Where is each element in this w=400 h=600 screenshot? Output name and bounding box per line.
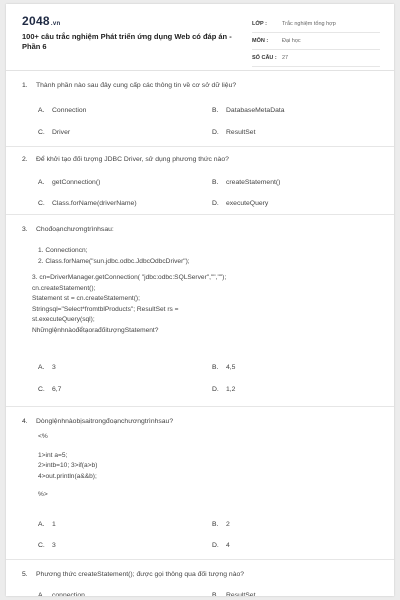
option-a[interactable]: A. getConnection() — [38, 179, 101, 186]
code-line: 1. Connectioncn; — [38, 247, 88, 254]
option-b[interactable]: B. ResultSet — [212, 592, 256, 596]
document-meta — [252, 16, 380, 67]
option-d[interactable]: D. ResultSet — [212, 129, 256, 136]
code-line: 1>int a=5; — [38, 451, 68, 459]
code-line: st.executeQuery(sql); — [32, 316, 95, 323]
code-spacer — [38, 443, 97, 451]
question-text: 2. Để khởi tạo đối tượng JDBC Driver, sử dụng phương thức nào? — [22, 156, 229, 163]
question-text: 1. Thành phần nào sau đây cung cấp các thông tin về cơ sở dữ liệu? — [22, 82, 237, 89]
option-c[interactable]: C. 3 — [38, 542, 56, 549]
code-line: 4>out.println(a&&b); — [38, 472, 97, 480]
option-d[interactable]: D. 4 — [212, 542, 230, 549]
meta-subject-label: MÔN : — [252, 38, 269, 44]
meta-count-label: SỐ CÂU : — [252, 55, 277, 61]
code-snippet — [38, 432, 97, 501]
option-b[interactable]: B. 4,5 — [212, 364, 236, 371]
question-2 — [6, 146, 394, 215]
meta-subject-row — [252, 33, 380, 50]
question-text: 4. Dònglệnhnàobịsaitrongđoạnchươngtrìnhsau? — [22, 418, 174, 425]
question-text: 3. Chođoạnchươngtrìnhsau: — [22, 226, 114, 233]
meta-class-label: LỚP : — [252, 21, 267, 27]
code-line: %> — [38, 491, 48, 498]
option-b[interactable]: B. createStatement() — [212, 179, 281, 186]
question-text: 5. Phương thức createStatement(); được gọi thông qua đối tượng nào? — [22, 571, 245, 578]
option-d[interactable]: D. executeQuery — [212, 200, 269, 207]
option-a[interactable]: A. Connection — [38, 107, 87, 114]
code-line: <% — [38, 433, 48, 440]
option-c[interactable]: C. Driver — [38, 129, 71, 136]
code-snippet — [32, 246, 227, 336]
meta-class-value: Trắc nghiệm tổng hợp — [282, 21, 336, 27]
option-d[interactable]: D. 1,2 — [212, 386, 236, 393]
document-header — [6, 4, 394, 71]
question-5 — [6, 559, 394, 596]
option-a[interactable]: A. 1 — [38, 521, 56, 528]
meta-class-row — [252, 16, 380, 33]
code-line: NhữnglệnhnàođểtạorađốitượngStatement? — [32, 326, 159, 334]
document-page — [6, 4, 394, 596]
option-b[interactable]: B. 2 — [212, 521, 230, 528]
code-line: cn.createStatement(); — [32, 284, 96, 292]
code-line: Statement st = cn.createStatement(); — [32, 295, 140, 302]
question-4 — [6, 406, 394, 560]
option-a[interactable]: A. connection — [38, 592, 85, 596]
option-a[interactable]: A. 3 — [38, 364, 56, 371]
code-line: 2. Class.forName("sun.jdbc.odbc.JdbcOdbcDriver"); — [38, 257, 190, 265]
code-spacer — [38, 482, 97, 490]
code-line: 2>intb=10; 3>if(a>b) — [38, 462, 98, 469]
question-3 — [6, 214, 394, 407]
code-line: 3. cn=DriverManager.getConnection( "jdbc:odbc:SQLServer","",""); — [32, 274, 227, 281]
meta-subject-value: Đại học — [282, 38, 301, 44]
meta-count-value: 27 — [282, 55, 289, 61]
option-b[interactable]: B. DatabaseMetaData — [212, 107, 285, 114]
meta-count-row — [252, 50, 380, 67]
option-c[interactable]: C. 6,7 — [38, 386, 62, 393]
option-c[interactable]: C. Class.forName(driverName) — [38, 200, 137, 207]
site-logo[interactable]: 2048.vn — [22, 14, 61, 28]
question-1 — [6, 70, 394, 147]
document-title: 100+ câu trắc nghiệm Phát triển ứng dụng Web có đáp án - Phần 6 — [22, 32, 232, 51]
code-line: Stringsql="Select*fromtblProducts"; ResultSet rs = — [32, 305, 179, 313]
